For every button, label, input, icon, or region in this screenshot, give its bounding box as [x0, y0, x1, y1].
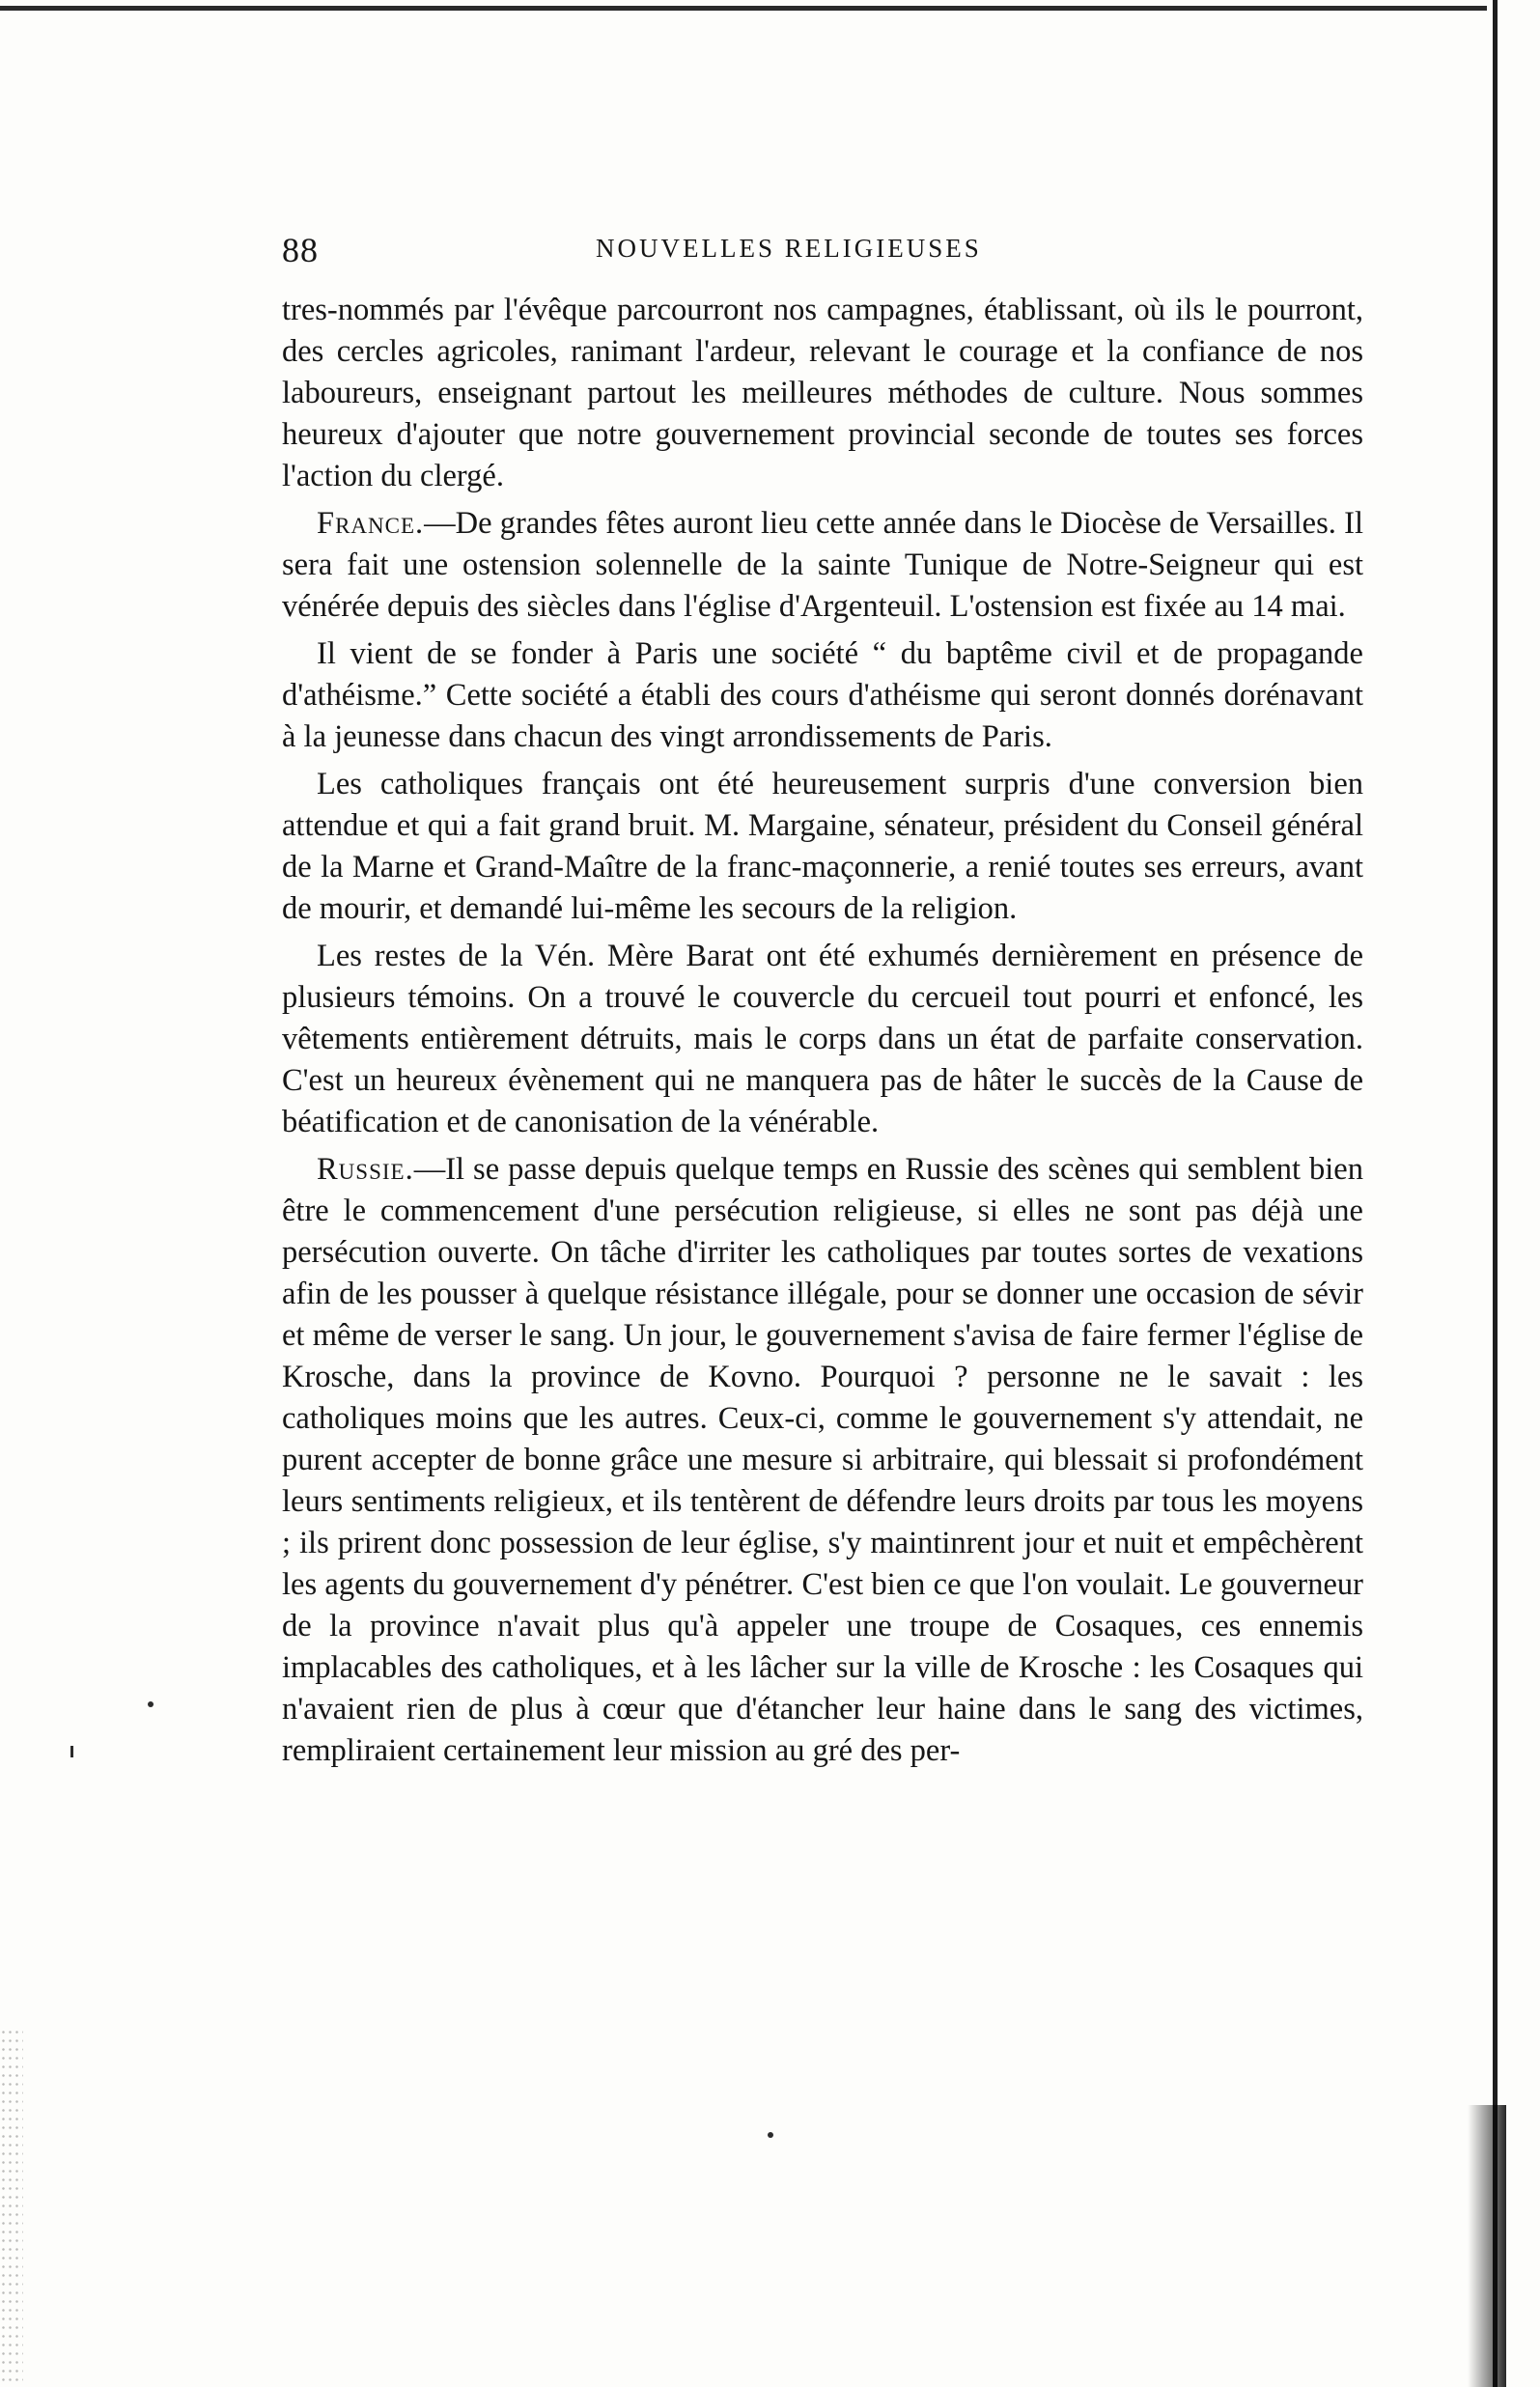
paragraph-text: Les catholiques français ont été heureusement surpris d'une conversion bien attendue et qui a fait grand bruit. M. Margaine, sénateur, président du Conseil général de la Marne et Grand-Maître de la franc-maçonnerie, a renié toutes ses erreurs, avant de mourir, et demandé lui-même les secours de la religion. — [282, 767, 1363, 926]
scan-speckle — [0, 2028, 23, 2387]
paragraph-russie — [282, 1149, 1363, 1772]
section-lead-france: France. — [317, 506, 425, 541]
page-number: 88 — [282, 231, 319, 269]
paragraph-text: —Il se passe depuis quelque temps en Russie des scènes qui semblent bien être le commencement d'une persécution religieuse, si elles ne sont pas déjà une persécution ouverte. On tâche d'irriter les catholiques par toutes sortes de vexations afin de les pousser à quelque résistance illégale, pour se donner une occasion de sévir et même de verser le sang. Un jour, le gouvernement s'avisa de faire fermer l'église de Krosche, dans la province de Kovno. Pourquoi ? personne ne le savait : les catholiques moins que les autres. Ceux-ci, comme le gouvernement s'y attendait, ne purent accepter de bonne grâce une mesure si arbitraire, qui blessait si profondément leurs sentiments religieux, et ils tentèrent de défendre leurs droits par tous les moyens ; ils prirent donc possession de leur église, s'y maintinrent jour et nuit et empêchèrent les agents du gouvernement d'y pénétrer. C'est bien ce que l'on voulait. Le gouverneur de la province n'avait plus qu'à appeler une troupe de Cosaques, ces ennemis implacables des catholiques, et à les lâcher sur la ville de Krosche : les Cosaques qui n'avaient rien de plus à cœur que d'étancher leur haine dans le sang des victimes, rempliraient certainement leur mission au gré des per- — [282, 1152, 1363, 1768]
paragraph-text: Les restes de la Vén. Mère Barat ont été exhumés dernièrement en présence de plusieurs témoins. On a trouvé le couvercle du cercueil tout pourri et enfoncé, les vêtements entièrement détruits, mais le corps dans un état de parfaite conservation. C'est un heureux évènement qui ne manquera pas de hâter le succès de la Cause de béatification et de canonisation de la vénérable. — [282, 939, 1363, 1139]
right-border-line — [1493, 0, 1498, 2387]
ink-dot — [768, 2132, 773, 2138]
scan-edge-shadow — [1468, 2105, 1506, 2387]
paragraph-continuation — [282, 290, 1363, 497]
running-head: NOUVELLES RELIGIEUSES — [596, 234, 982, 263]
body-text — [282, 290, 1363, 1772]
paragraph-text: —De grandes fêtes auront lieu cette année dans le Diocèse de Versailles. Il sera fait une ostension solennelle de la sainte Tunique de Notre-Seigneur qui est vénérée depuis des siècles dans l'église d'Argenteuil. L'ostension est fixée au 14 mai. — [282, 506, 1363, 624]
paragraph-mere-barat — [282, 936, 1363, 1143]
top-border-line — [0, 6, 1487, 11]
paragraph-conversion — [282, 764, 1363, 930]
paragraph-text: tres-nommés par l'évêque parcourront nos campagnes, établissant, où ils le pourront, des cercles agricoles, ranimant l'ardeur, relevant le courage et la confiance de nos laboureurs, enseignant partout les meilleures méthodes de culture. Nous sommes heureux d'ajouter que notre gouvernement provincial seconde de toutes ses forces l'action du clergé. — [282, 293, 1363, 493]
ink-dot — [148, 1701, 154, 1707]
page-header — [282, 230, 1363, 274]
paragraph-societe-atheisme — [282, 633, 1363, 758]
paragraph-france — [282, 503, 1363, 628]
paragraph-text: Il vient de se fonder à Paris une société “ du baptême civil et de propagande d'athéisme.” Cette société a établi des cours d'athéisme qui seront donnés dorénavant à la jeunesse dans chacun des vingt arrondissements de Paris. — [282, 636, 1363, 754]
ink-mark — [70, 1746, 73, 1757]
section-lead-russie: Russie. — [317, 1152, 414, 1187]
